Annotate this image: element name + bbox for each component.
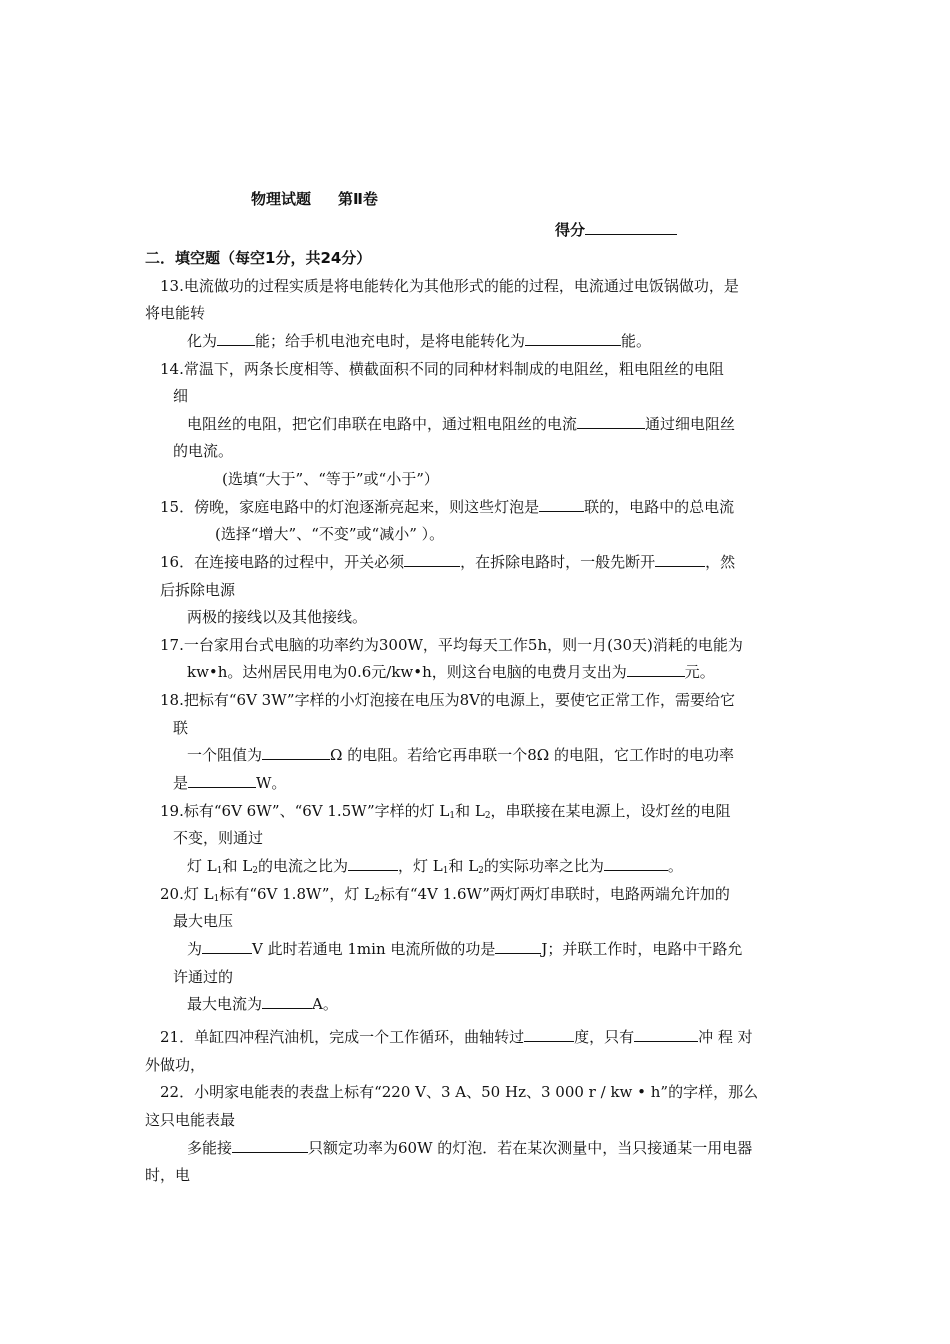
- text: 。: [667, 857, 683, 875]
- text: 15．傍晚，家庭电路中的灯泡逐渐亮起来，则这些灯泡是: [160, 498, 540, 516]
- score-blank[interactable]: [585, 220, 677, 235]
- q14-line3: [187, 414, 735, 434]
- q17-line1: 17.一台家用台式电脑的功率约为300W，平均每天工作5h，则一月(30天)消耗的电能为: [160, 636, 743, 654]
- q14-line1: 14.常温下，两条长度相等、横截面积不同的同种材料制成的电阻丝，粗电阻丝的电阻: [160, 360, 724, 378]
- answer-blank[interactable]: [627, 662, 685, 677]
- q20-line4: 许通过的: [173, 968, 234, 986]
- subscript: 2: [478, 866, 484, 876]
- q20-line2: 最大电压: [173, 912, 234, 930]
- text: A。: [312, 995, 338, 1013]
- text: 19.标有“6V 6W”、“6V 1.5W”字样的灯 L: [160, 802, 450, 820]
- q22-line4: 时，电: [145, 1166, 191, 1184]
- q16-line2: 后拆除电源: [160, 581, 236, 599]
- q13-line3: [187, 331, 651, 351]
- text: 标有“6V 1.8W”，灯 L: [219, 885, 375, 903]
- q18-line2: 联: [173, 719, 189, 737]
- q13-line2: 将电能转: [145, 304, 206, 322]
- q16-line3: 两极的接线以及其他接线。: [187, 608, 368, 626]
- text: ，灯 L: [397, 857, 443, 875]
- q19-line2: 不变，则通过: [173, 829, 264, 847]
- title-text: 物理试题: [251, 190, 312, 208]
- text: ，然: [705, 553, 736, 571]
- answer-blank[interactable]: [577, 414, 645, 429]
- text: 度，只有: [574, 1028, 635, 1046]
- text: ，在拆除电路时，一般先断开: [460, 553, 656, 571]
- text: 联的，电路中的总电流: [584, 498, 735, 516]
- text: 为: [187, 940, 203, 958]
- text: 21．单缸四冲程汽油机，完成一个工作循环，曲轴转过: [160, 1028, 525, 1046]
- q18-line3: [187, 745, 734, 765]
- answer-blank[interactable]: [262, 994, 312, 1009]
- text: 元。: [684, 663, 715, 681]
- score-label: 得分: [555, 221, 586, 239]
- text: ，串联接在某电源上，设灯丝的电阻: [490, 802, 731, 820]
- answer-blank[interactable]: [404, 552, 460, 567]
- q14-line2: 细: [173, 387, 189, 405]
- text: 20.灯 L: [160, 885, 214, 903]
- text: 通过细电阻丝: [645, 415, 736, 433]
- answer-blank[interactable]: [202, 939, 252, 954]
- answer-blank[interactable]: [525, 331, 621, 346]
- answer-blank[interactable]: [495, 939, 541, 954]
- subscript: 1: [449, 811, 456, 821]
- text: 灯 L: [187, 857, 217, 875]
- answer-blank[interactable]: [604, 856, 668, 871]
- text: W。: [256, 774, 287, 792]
- answer-blank[interactable]: [655, 552, 705, 567]
- answer-blank[interactable]: [539, 497, 584, 512]
- text: 最大电流为: [187, 995, 263, 1013]
- answer-blank[interactable]: [634, 1027, 698, 1042]
- subscript: 2: [484, 811, 491, 821]
- q18-line1: 18.把标有“6V 3W”字样的小灯泡接在电压为8V的电源上，要使它正常工作，需要给它: [160, 691, 735, 709]
- volume-text: 第Ⅱ卷: [338, 190, 378, 208]
- text: 和 L: [448, 857, 479, 875]
- q22-line1: 22．小明家电能表的表盘上标有“220 V、3 A、50 Hz、3 000 r / kw • h”的字样，那么: [160, 1083, 759, 1101]
- q20-line5: [187, 994, 338, 1014]
- q22-line3: [187, 1138, 752, 1158]
- subscript: 1: [216, 866, 223, 876]
- text: 16．在连接电路的过程中，开关必须: [160, 553, 405, 571]
- q16-line1: [160, 552, 735, 572]
- text: 一个阻值为: [187, 746, 263, 764]
- exam-title: [251, 189, 378, 209]
- text: V 此时若通电 1min 电流所做的功是: [252, 940, 496, 958]
- q15-line2: (选择“增大”、“不变”或“减小” ）。: [215, 525, 445, 543]
- subscript: 2: [252, 866, 258, 876]
- text: kw•h。达州居民用电为0.6元/kw•h，则这台电脑的电费月支出为: [187, 663, 627, 681]
- text: 标有“4V 1.6W”两灯两灯串联时，电路两端允许加的: [379, 885, 730, 903]
- answer-blank[interactable]: [524, 1027, 574, 1042]
- text: 能；给手机电池充电时，是将电能转化为: [255, 332, 526, 350]
- q13-line1: 13.电流做功的过程实质是将电能转化为其他形式的能的过程，电流通过电饭锅做功，是: [160, 277, 739, 295]
- text: Ω 的电阻。若给它再串联一个8Ω 的电阻，它工作时的电功率: [330, 746, 734, 764]
- text: J；并联工作时，电路中干路允: [541, 940, 743, 958]
- answer-blank[interactable]: [232, 1138, 308, 1153]
- q19-line1: [160, 801, 731, 826]
- text: 是: [173, 774, 189, 792]
- q22-line2: 这只电能表最: [145, 1111, 236, 1129]
- q18-line4: [173, 773, 286, 793]
- text: 冲 程 对: [698, 1028, 753, 1046]
- q19-line3: [187, 856, 683, 881]
- q20-line3: [187, 939, 742, 959]
- subscript: 1: [213, 894, 220, 904]
- q21-line1: [160, 1027, 753, 1047]
- q21-line2: 外做功，: [145, 1056, 206, 1074]
- text: 和 L: [222, 857, 253, 875]
- text: 的实际功率之比为: [483, 857, 604, 875]
- subscript: 2: [374, 894, 380, 904]
- q20-line1: [160, 884, 730, 909]
- section-title: 二．填空题（每空1分，共24分）: [145, 249, 372, 267]
- q17-line2: [187, 662, 715, 682]
- text: 化为: [187, 332, 218, 350]
- text: 电阻丝的电阻，把它们串联在电路中，通过粗电阻丝的电流: [187, 415, 578, 433]
- text: 的电流之比为: [257, 857, 348, 875]
- text: 能。: [621, 332, 652, 350]
- q14-line5: (选填“大于”、“等于”或“小于”）: [222, 470, 439, 488]
- answer-blank[interactable]: [188, 773, 256, 788]
- answer-blank[interactable]: [348, 856, 398, 871]
- q15-line1: [160, 497, 734, 517]
- subscript: 1: [442, 866, 449, 876]
- answer-blank[interactable]: [217, 331, 255, 346]
- text: 只额定功率为60W 的灯泡．若在某次测量中，当只接通某一用电器: [308, 1139, 753, 1157]
- text: 和 L: [455, 802, 485, 820]
- text: 多能接: [187, 1139, 233, 1157]
- q14-line4: 的电流。: [173, 442, 234, 460]
- score-field: [555, 220, 677, 240]
- answer-blank[interactable]: [262, 745, 330, 760]
